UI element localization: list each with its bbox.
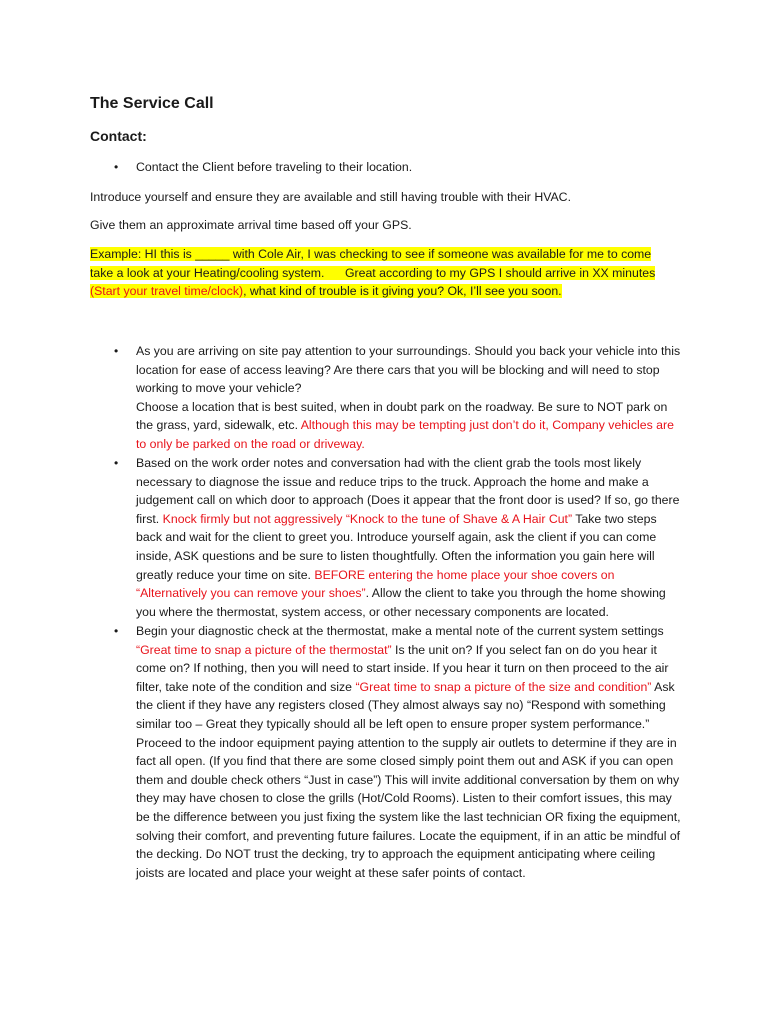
diagnostic-text-3: Ask the client if they have any registers closed (They almost always say no) “Respond with something similar too – Great they typically should all be left open to ensure proper system performance.” Proceed to the indoor equipment paying attention to the supply air outlets to determine if they are in fact all open. (If you find that there are some closed simply point them out and ASK if you can open them and double check others “Just in case”) This will invite additional conversation by them on why they may have chosen to close the grills (Hot/Cold Rooms). Listen to their comfort issues, this may be the difference between you just fixing the system like the last technician OR fixing the equipment, solving their comfort, and preventing future failures. Locate the equipment, if in an attic be mindful of the decking. Do NOT trust the decking, try to approach the equipment anticipating where ceiling joists are located and place your weight at these safer points of contact. xyxy=(136,679,681,880)
page-title: The Service Call xyxy=(90,95,214,112)
bullet-marker: • xyxy=(114,160,119,174)
example-line-3: , what kind of trouble is it giving you? Ok, I’ll see you soon. xyxy=(243,284,562,299)
thermostat-photo-note: “Great time to snap a picture of the thermostat” xyxy=(136,642,392,657)
example-travel-note: (Start your travel time/clock) xyxy=(90,284,244,299)
section-heading-contact: Contact: xyxy=(90,128,147,144)
parking-paragraph xyxy=(136,398,684,454)
intro-paragraph-2: Give them an approximate arrival time based off your GPS. xyxy=(90,218,412,232)
example-line-1: Example: HI this is _____ with Cole Air, I was checking to see if someone was available for me to come xyxy=(90,247,652,261)
approach-text-2: Take two steps back and wait for the client to greet you. Introduce yourself again, ask the client if you can come inside, ASK questions and be sure to listen thoughtfully. Often the information you gain here will greatly reduce your time on site. xyxy=(136,511,657,582)
shoe-covers-note: BEFORE entering the home place your shoe covers on “Alternatively you can remove your shoes” xyxy=(136,567,615,601)
approach-text-1: Based on the work order notes and conversation had with the client grab the tools most likely necessary to diagnose the issue and reduce trips to the truck. Approach the home and make a judgement call on which door to approach (Does it appear that the front door is used? If so, go there first. xyxy=(136,456,680,526)
bullet-marker: • xyxy=(114,624,119,638)
parking-warning: Although this may be tempting just don’t do it, Company vehicles are to only be parked on the road or driveway. xyxy=(136,418,674,451)
diagnostic-text-2: Is the unit on? If you select fan on do you hear it come on? If nothing, then you will need to start inside. If you hear it turn on then proceed to the air filter, take note of the condition and size xyxy=(136,642,669,694)
approach-text-3: . Allow the client to take you through the home showing you where the thermostat, system access, or other necessary components are located. xyxy=(136,586,666,619)
bullet-marker: • xyxy=(114,456,119,470)
bullet-text xyxy=(136,342,684,454)
intro-paragraph-1: Introduce yourself and ensure they are available and still having trouble with their HVAC. xyxy=(90,190,571,204)
arriving-paragraph: As you are arriving on site pay attention to your surroundings. Should you back your vehicle into this location for ease of access leaving? Are there cars that you will be blocking and will need to stop working to move your vehicle? xyxy=(136,344,681,396)
example-script xyxy=(90,245,710,301)
parking-text: Choose a location that is best suited, when in doubt park on the roadway. Be sure to NOT park on the grass, yard, sidewalk, etc. xyxy=(136,399,668,433)
bullet-marker: • xyxy=(114,344,119,358)
filter-photo-note: “Great time to snap a picture of the size and condition” xyxy=(355,679,652,694)
diagnostic-text-1: Begin your diagnostic check at the thermostat, make a mental note of the current system settings xyxy=(136,624,664,638)
example-line-2: take a look at your Heating/cooling system. Great according to my GPS I should arrive in XX minutes xyxy=(90,265,656,280)
bullet-text xyxy=(136,622,684,882)
knock-note: Knock firmly but not aggressively “Knock to the tune of Shave & A Hair Cut” xyxy=(162,511,573,526)
bullet-text: Contact the Client before traveling to their location. xyxy=(136,160,413,174)
bullet-text xyxy=(136,454,684,621)
